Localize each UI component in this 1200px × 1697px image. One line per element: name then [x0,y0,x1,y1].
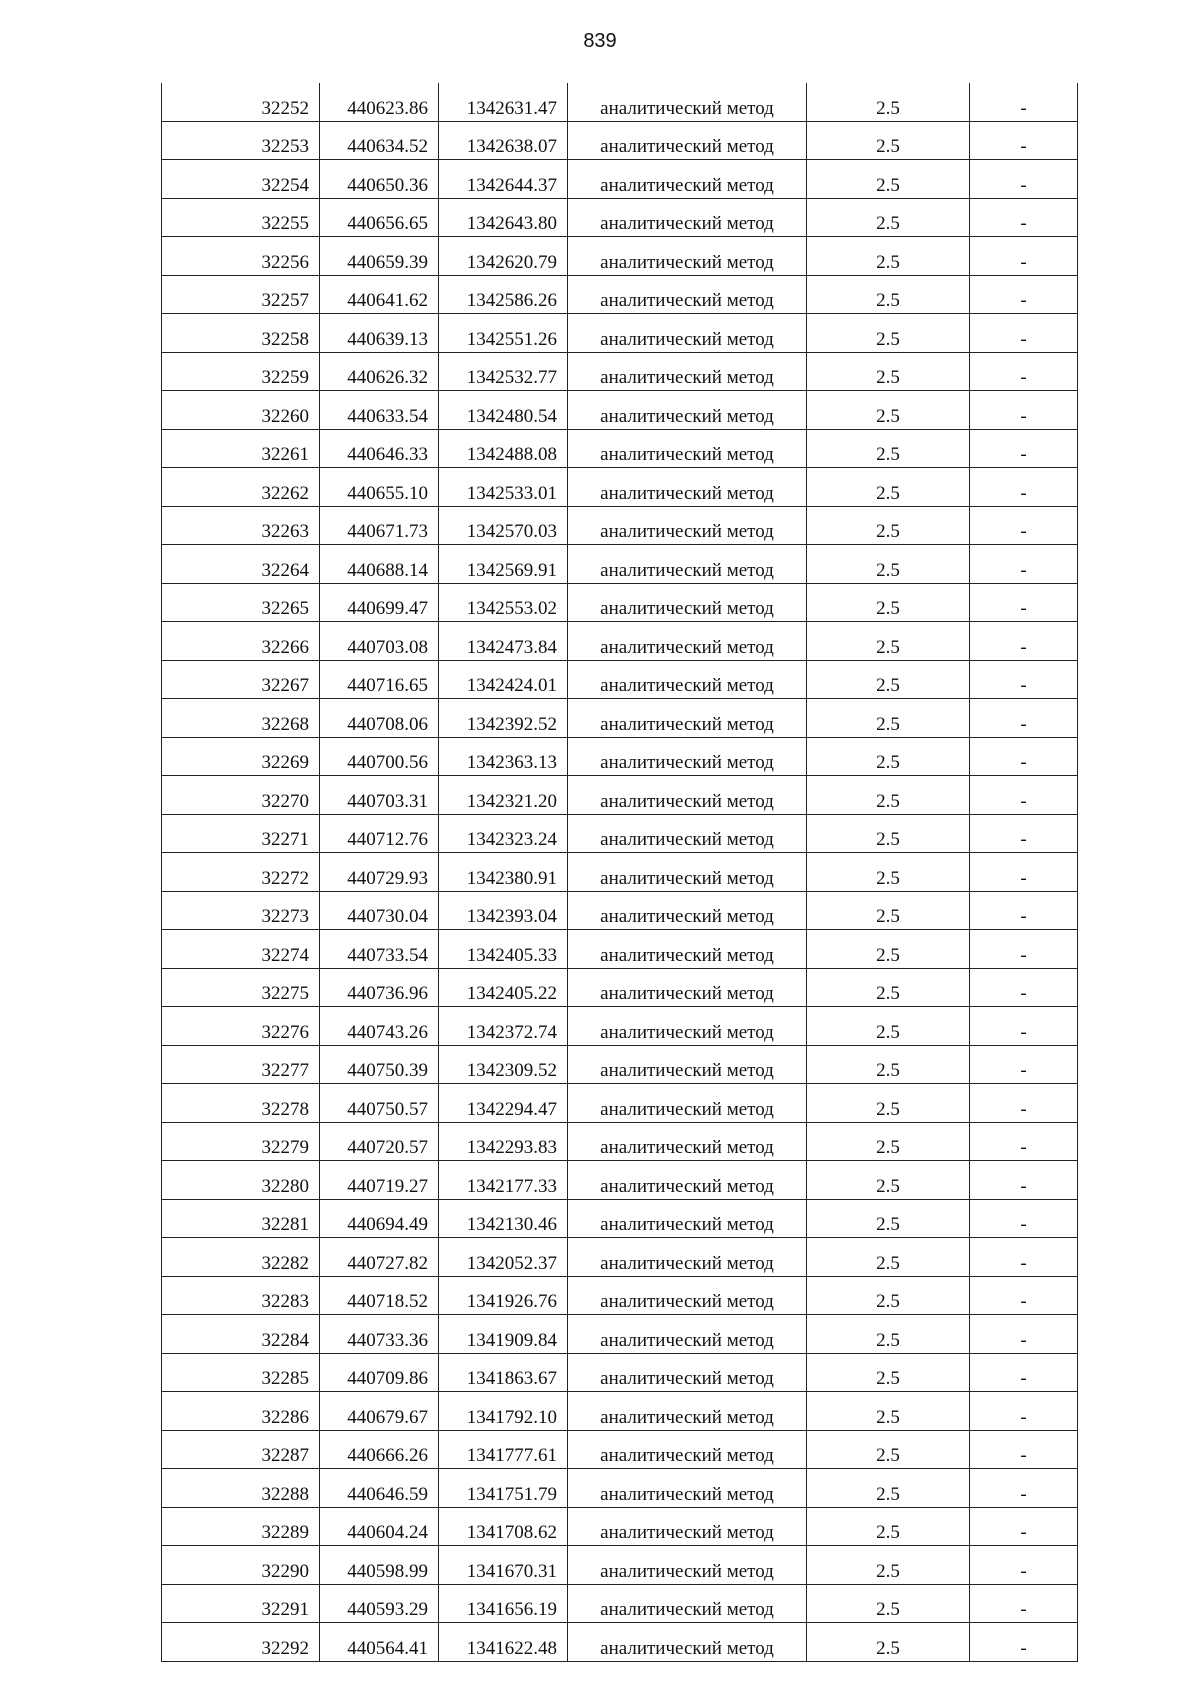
method-cell: аналитический метод [568,429,807,468]
x-coordinate-cell: 440679.67 [320,1392,439,1431]
point-number-cell: 32282 [162,1238,320,1277]
point-number-cell: 32259 [162,352,320,391]
y-coordinate-cell: 1342424.01 [439,660,568,699]
accuracy-cell: 2.5 [807,1469,970,1508]
accuracy-cell: 2.5 [807,1507,970,1546]
note-cell: - [970,737,1078,776]
note-cell: - [970,891,1078,930]
y-coordinate-cell: 1342620.79 [439,237,568,276]
table-row [162,930,1078,969]
table-body [162,83,1078,1661]
point-number-cell: 32252 [162,83,320,121]
accuracy-cell: 2.5 [807,776,970,815]
point-number-cell: 32275 [162,968,320,1007]
table-row [162,1122,1078,1161]
table-row [162,1276,1078,1315]
x-coordinate-cell: 440750.39 [320,1045,439,1084]
table-row [162,660,1078,699]
y-coordinate-cell: 1342569.91 [439,545,568,584]
method-cell: аналитический метод [568,622,807,661]
table-row [162,429,1078,468]
x-coordinate-cell: 440727.82 [320,1238,439,1277]
note-cell: - [970,391,1078,430]
table-row [162,583,1078,622]
note-cell: - [970,1084,1078,1123]
table-row [162,468,1078,507]
method-cell: аналитический метод [568,660,807,699]
y-coordinate-cell: 1342294.47 [439,1084,568,1123]
note-cell: - [970,776,1078,815]
note-cell: - [970,160,1078,199]
note-cell: - [970,314,1078,353]
y-coordinate-cell: 1342643.80 [439,198,568,237]
table-row [162,968,1078,1007]
point-number-cell: 32289 [162,1507,320,1546]
note-cell: - [970,1238,1078,1277]
note-cell: - [970,1353,1078,1392]
table-row [162,1353,1078,1392]
table-row [162,1007,1078,1046]
x-coordinate-cell: 440564.41 [320,1623,439,1662]
method-cell: аналитический метод [568,1315,807,1354]
note-cell: - [970,429,1078,468]
note-cell: - [970,930,1078,969]
method-cell: аналитический метод [568,1507,807,1546]
note-cell: - [970,237,1078,276]
point-number-cell: 32258 [162,314,320,353]
method-cell: аналитический метод [568,1238,807,1277]
method-cell: аналитический метод [568,1007,807,1046]
method-cell: аналитический метод [568,198,807,237]
point-number-cell: 32290 [162,1546,320,1585]
x-coordinate-cell: 440729.93 [320,853,439,892]
x-coordinate-cell: 440716.65 [320,660,439,699]
method-cell: аналитический метод [568,853,807,892]
table-row [162,622,1078,661]
method-cell: аналитический метод [568,237,807,276]
accuracy-cell: 2.5 [807,1122,970,1161]
x-coordinate-cell: 440655.10 [320,468,439,507]
table-row [162,1315,1078,1354]
point-number-cell: 32269 [162,737,320,776]
note-cell: - [970,468,1078,507]
page-number: 839 [583,30,617,52]
table-row [162,1161,1078,1200]
note-cell: - [970,506,1078,545]
x-coordinate-cell: 440712.76 [320,814,439,853]
point-number-cell: 32255 [162,198,320,237]
y-coordinate-cell: 1341670.31 [439,1546,568,1585]
note-cell: - [970,275,1078,314]
table-row [162,1584,1078,1623]
accuracy-cell: 2.5 [807,314,970,353]
point-number-cell: 32267 [162,660,320,699]
y-coordinate-cell: 1342644.37 [439,160,568,199]
point-number-cell: 32266 [162,622,320,661]
note-cell: - [970,1315,1078,1354]
y-coordinate-cell: 1342570.03 [439,506,568,545]
x-coordinate-cell: 440709.86 [320,1353,439,1392]
note-cell: - [970,1584,1078,1623]
method-cell: аналитический метод [568,121,807,160]
y-coordinate-cell: 1341926.76 [439,1276,568,1315]
accuracy-cell: 2.5 [807,583,970,622]
accuracy-cell: 2.5 [807,1353,970,1392]
method-cell: аналитический метод [568,737,807,776]
note-cell: - [970,1161,1078,1200]
table-row [162,160,1078,199]
accuracy-cell: 2.5 [807,1315,970,1354]
point-number-cell: 32284 [162,1315,320,1354]
note-cell: - [970,1507,1078,1546]
point-number-cell: 32276 [162,1007,320,1046]
y-coordinate-cell: 1342380.91 [439,853,568,892]
table-row [162,776,1078,815]
accuracy-cell: 2.5 [807,391,970,430]
accuracy-cell: 2.5 [807,1392,970,1431]
note-cell: - [970,1045,1078,1084]
table-row [162,1084,1078,1123]
table-row [162,1469,1078,1508]
note-cell: - [970,1276,1078,1315]
accuracy-cell: 2.5 [807,1546,970,1585]
point-number-cell: 32277 [162,1045,320,1084]
accuracy-cell: 2.5 [807,1161,970,1200]
point-number-cell: 32263 [162,506,320,545]
accuracy-cell: 2.5 [807,699,970,738]
x-coordinate-cell: 440634.52 [320,121,439,160]
note-cell: - [970,198,1078,237]
accuracy-cell: 2.5 [807,1238,970,1277]
table-row [162,737,1078,776]
y-coordinate-cell: 1341863.67 [439,1353,568,1392]
note-cell: - [970,583,1078,622]
x-coordinate-cell: 440639.13 [320,314,439,353]
accuracy-cell: 2.5 [807,891,970,930]
accuracy-cell: 2.5 [807,1084,970,1123]
method-cell: аналитический метод [568,1199,807,1238]
note-cell: - [970,83,1078,121]
x-coordinate-cell: 440736.96 [320,968,439,1007]
accuracy-cell: 2.5 [807,737,970,776]
method-cell: аналитический метод [568,1045,807,1084]
accuracy-cell: 2.5 [807,1199,970,1238]
x-coordinate-cell: 440598.99 [320,1546,439,1585]
point-number-cell: 32268 [162,699,320,738]
x-coordinate-cell: 440743.26 [320,1007,439,1046]
note-cell: - [970,1007,1078,1046]
x-coordinate-cell: 440671.73 [320,506,439,545]
method-cell: аналитический метод [568,1546,807,1585]
x-coordinate-cell: 440623.86 [320,83,439,121]
note-cell: - [970,814,1078,853]
table-row [162,506,1078,545]
point-number-cell: 32270 [162,776,320,815]
y-coordinate-cell: 1342586.26 [439,275,568,314]
y-coordinate-cell: 1342488.08 [439,429,568,468]
method-cell: аналитический метод [568,891,807,930]
method-cell: аналитический метод [568,1276,807,1315]
x-coordinate-cell: 440703.08 [320,622,439,661]
note-cell: - [970,968,1078,1007]
table-row [162,237,1078,276]
note-cell: - [970,121,1078,160]
method-cell: аналитический метод [568,814,807,853]
accuracy-cell: 2.5 [807,1007,970,1046]
x-coordinate-cell: 440688.14 [320,545,439,584]
table-row [162,1238,1078,1277]
y-coordinate-cell: 1342392.52 [439,699,568,738]
y-coordinate-cell: 1341656.19 [439,1584,568,1623]
method-cell: аналитический метод [568,968,807,1007]
method-cell: аналитический метод [568,160,807,199]
y-coordinate-cell: 1342323.24 [439,814,568,853]
x-coordinate-cell: 440641.62 [320,275,439,314]
y-coordinate-cell: 1342551.26 [439,314,568,353]
y-coordinate-cell: 1342130.46 [439,1199,568,1238]
y-coordinate-cell: 1342480.54 [439,391,568,430]
y-coordinate-cell: 1342393.04 [439,891,568,930]
method-cell: аналитический метод [568,776,807,815]
point-number-cell: 32285 [162,1353,320,1392]
x-coordinate-cell: 440703.31 [320,776,439,815]
y-coordinate-cell: 1341622.48 [439,1623,568,1662]
point-number-cell: 32264 [162,545,320,584]
accuracy-cell: 2.5 [807,968,970,1007]
point-number-cell: 32280 [162,1161,320,1200]
y-coordinate-cell: 1342473.84 [439,622,568,661]
y-coordinate-cell: 1342309.52 [439,1045,568,1084]
table-row [162,314,1078,353]
x-coordinate-cell: 440700.56 [320,737,439,776]
table-row [162,1430,1078,1469]
point-number-cell: 32274 [162,930,320,969]
note-cell: - [970,1623,1078,1662]
table-row [162,391,1078,430]
table-row [162,275,1078,314]
method-cell: аналитический метод [568,583,807,622]
x-coordinate-cell: 440646.33 [320,429,439,468]
point-number-cell: 32262 [162,468,320,507]
point-number-cell: 32279 [162,1122,320,1161]
table-row [162,1623,1078,1662]
x-coordinate-cell: 440718.52 [320,1276,439,1315]
point-number-cell: 32286 [162,1392,320,1431]
method-cell: аналитический метод [568,1623,807,1662]
accuracy-cell: 2.5 [807,506,970,545]
note-cell: - [970,1469,1078,1508]
table-row [162,814,1078,853]
accuracy-cell: 2.5 [807,814,970,853]
point-number-cell: 32260 [162,391,320,430]
accuracy-cell: 2.5 [807,198,970,237]
x-coordinate-cell: 440730.04 [320,891,439,930]
table-row [162,1045,1078,1084]
note-cell: - [970,853,1078,892]
accuracy-cell: 2.5 [807,1045,970,1084]
coordinates-table [161,83,1078,1662]
point-number-cell: 32292 [162,1623,320,1662]
y-coordinate-cell: 1342532.77 [439,352,568,391]
y-coordinate-cell: 1341909.84 [439,1315,568,1354]
point-number-cell: 32283 [162,1276,320,1315]
method-cell: аналитический метод [568,1122,807,1161]
accuracy-cell: 2.5 [807,275,970,314]
table-row [162,853,1078,892]
x-coordinate-cell: 440733.36 [320,1315,439,1354]
table-row [162,891,1078,930]
y-coordinate-cell: 1342533.01 [439,468,568,507]
y-coordinate-cell: 1341708.62 [439,1507,568,1546]
x-coordinate-cell: 440666.26 [320,1430,439,1469]
x-coordinate-cell: 440633.54 [320,391,439,430]
x-coordinate-cell: 440604.24 [320,1507,439,1546]
method-cell: аналитический метод [568,930,807,969]
point-number-cell: 32265 [162,583,320,622]
point-number-cell: 32256 [162,237,320,276]
note-cell: - [970,352,1078,391]
table-row [162,1199,1078,1238]
point-number-cell: 32254 [162,160,320,199]
y-coordinate-cell: 1342372.74 [439,1007,568,1046]
note-cell: - [970,1199,1078,1238]
accuracy-cell: 2.5 [807,160,970,199]
x-coordinate-cell: 440593.29 [320,1584,439,1623]
y-coordinate-cell: 1341792.10 [439,1392,568,1431]
method-cell: аналитический метод [568,1469,807,1508]
note-cell: - [970,699,1078,738]
method-cell: аналитический метод [568,314,807,353]
method-cell: аналитический метод [568,83,807,121]
x-coordinate-cell: 440659.39 [320,237,439,276]
accuracy-cell: 2.5 [807,1623,970,1662]
y-coordinate-cell: 1342405.22 [439,968,568,1007]
method-cell: аналитический метод [568,468,807,507]
point-number-cell: 32272 [162,853,320,892]
method-cell: аналитический метод [568,352,807,391]
method-cell: аналитический метод [568,1161,807,1200]
y-coordinate-cell: 1342052.37 [439,1238,568,1277]
note-cell: - [970,660,1078,699]
y-coordinate-cell: 1342405.33 [439,930,568,969]
x-coordinate-cell: 440699.47 [320,583,439,622]
accuracy-cell: 2.5 [807,429,970,468]
x-coordinate-cell: 440733.54 [320,930,439,969]
method-cell: аналитический метод [568,391,807,430]
accuracy-cell: 2.5 [807,83,970,121]
x-coordinate-cell: 440720.57 [320,1122,439,1161]
accuracy-cell: 2.5 [807,660,970,699]
method-cell: аналитический метод [568,1584,807,1623]
table-row [162,83,1078,121]
x-coordinate-cell: 440708.06 [320,699,439,738]
note-cell: - [970,1122,1078,1161]
point-number-cell: 32253 [162,121,320,160]
note-cell: - [970,622,1078,661]
note-cell: - [970,545,1078,584]
table-row [162,352,1078,391]
note-cell: - [970,1430,1078,1469]
y-coordinate-cell: 1342553.02 [439,583,568,622]
point-number-cell: 32278 [162,1084,320,1123]
y-coordinate-cell: 1342177.33 [439,1161,568,1200]
method-cell: аналитический метод [568,275,807,314]
method-cell: аналитический метод [568,1353,807,1392]
method-cell: аналитический метод [568,545,807,584]
accuracy-cell: 2.5 [807,468,970,507]
table-row [162,545,1078,584]
table-row [162,699,1078,738]
point-number-cell: 32271 [162,814,320,853]
method-cell: аналитический метод [568,1084,807,1123]
x-coordinate-cell: 440656.65 [320,198,439,237]
table-row [162,1507,1078,1546]
method-cell: аналитический метод [568,699,807,738]
accuracy-cell: 2.5 [807,1584,970,1623]
y-coordinate-cell: 1342321.20 [439,776,568,815]
note-cell: - [970,1546,1078,1585]
accuracy-cell: 2.5 [807,622,970,661]
x-coordinate-cell: 440750.57 [320,1084,439,1123]
y-coordinate-cell: 1342293.83 [439,1122,568,1161]
y-coordinate-cell: 1342638.07 [439,121,568,160]
point-number-cell: 32287 [162,1430,320,1469]
x-coordinate-cell: 440646.59 [320,1469,439,1508]
x-coordinate-cell: 440694.49 [320,1199,439,1238]
x-coordinate-cell: 440650.36 [320,160,439,199]
point-number-cell: 32288 [162,1469,320,1508]
y-coordinate-cell: 1342631.47 [439,83,568,121]
point-number-cell: 32261 [162,429,320,468]
accuracy-cell: 2.5 [807,853,970,892]
table-row [162,198,1078,237]
point-number-cell: 32291 [162,1584,320,1623]
table-row [162,1392,1078,1431]
table-row [162,121,1078,160]
table-row [162,1546,1078,1585]
method-cell: аналитический метод [568,506,807,545]
x-coordinate-cell: 440719.27 [320,1161,439,1200]
accuracy-cell: 2.5 [807,121,970,160]
method-cell: аналитический метод [568,1392,807,1431]
point-number-cell: 32281 [162,1199,320,1238]
point-number-cell: 32273 [162,891,320,930]
accuracy-cell: 2.5 [807,545,970,584]
method-cell: аналитический метод [568,1430,807,1469]
note-cell: - [970,1392,1078,1431]
accuracy-cell: 2.5 [807,1276,970,1315]
x-coordinate-cell: 440626.32 [320,352,439,391]
accuracy-cell: 2.5 [807,930,970,969]
y-coordinate-cell: 1341777.61 [439,1430,568,1469]
point-number-cell: 32257 [162,275,320,314]
accuracy-cell: 2.5 [807,237,970,276]
accuracy-cell: 2.5 [807,1430,970,1469]
accuracy-cell: 2.5 [807,352,970,391]
y-coordinate-cell: 1342363.13 [439,737,568,776]
y-coordinate-cell: 1341751.79 [439,1469,568,1508]
